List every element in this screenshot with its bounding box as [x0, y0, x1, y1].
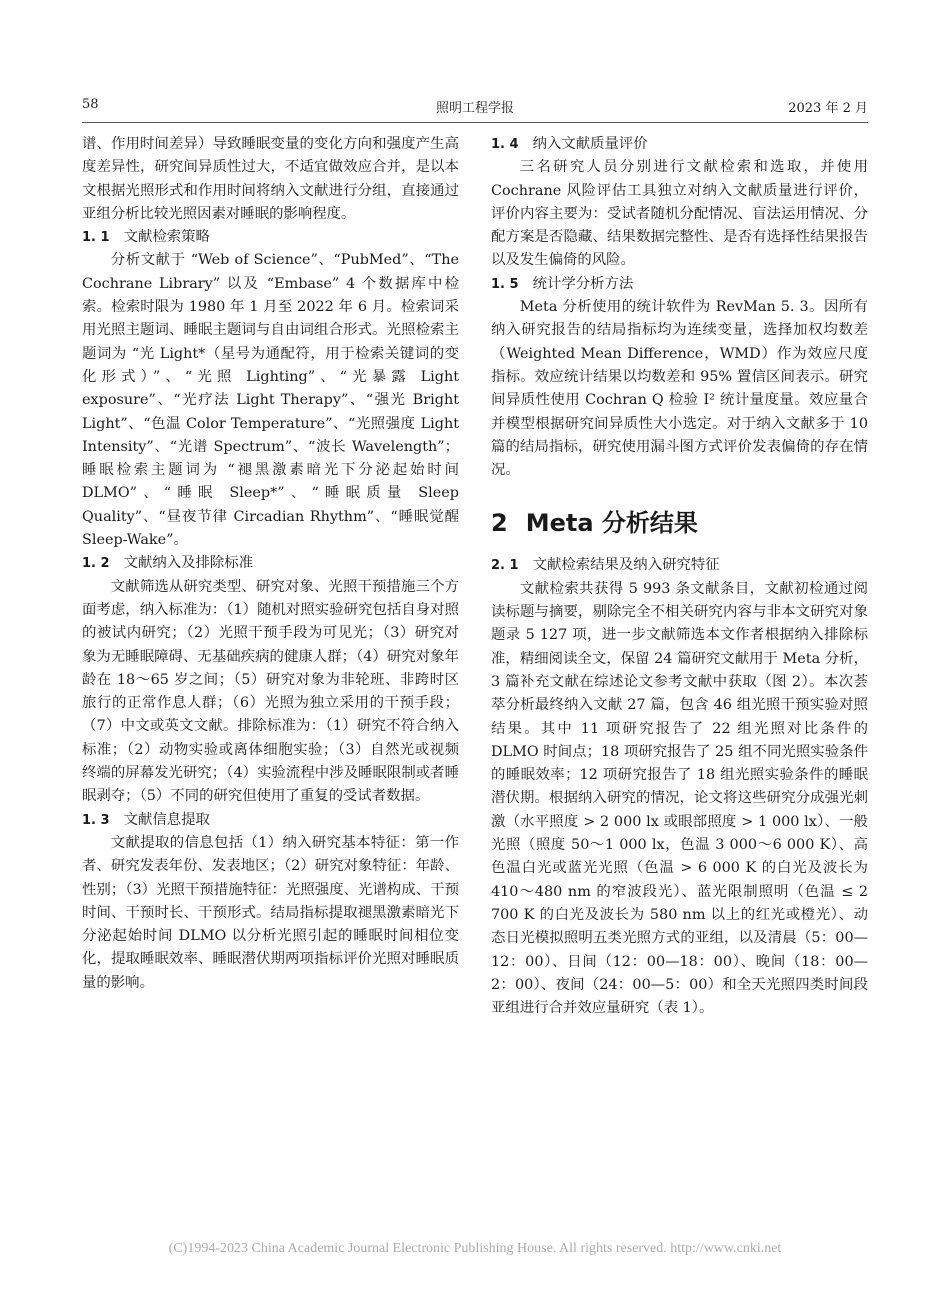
section-heading-1-3 — [82, 809, 459, 832]
section-heading-1-4 — [491, 133, 868, 156]
paragraph: 文献提取的信息包括（1）纳入研究基本特征：第一作者、研究发表年份、发表地区；（2）研究对象特征：年龄、性别；（3）光照干预措施特征：光照强度、光谱构成、干预时间、干预时长、干预形式。结局指标提取褪黑激素暗光下分泌起始时间 DLMO 以分析光照引起的睡眠时间相位变化，提取睡眠效率、睡眠潜伏期两项指标评价光照对睡眠质量的影响。 — [82, 834, 459, 991]
section-number: 2 — [491, 509, 508, 538]
section-title: 文献纳入及排除标准 — [123, 555, 254, 572]
copyright-footer: (C)1994-2023 China Academic Journal Electronic Publishing House. All rights reserved. http://www.cnki.net — [168, 1241, 782, 1256]
right-column — [491, 133, 868, 1020]
paragraph: 谱、作用时间差异）导致睡眠变量的变化方向和强度产生高度差异性，研究间异质性过大，不适宜做效应合并，是以本文根据光照形式和作用时间将纳入文献进行分组，直接通过亚组分析比较光照因素对睡眠的影响程度。 — [82, 136, 459, 222]
section-number: 1. 1 — [82, 230, 110, 246]
paragraph: Meta 分析使用的统计软件为 RevMan 5. 3。因所有纳入研究报告的结局指标均为连续变量，选择加权均数差（Weighted Mean Difference，WMD）作为效应尺度指标。效应统计结果以均数差和 95% 置信区间表示。研究间异质性使用 Cochran Q 检验 I² 统计量度量。效应量合并模型根据研究间异质性大小选定。对于纳入文献多于 10 篇的结局指标，研究使用漏斗图方式评价发表偏倚的存在情况。 — [491, 299, 868, 479]
section-heading-2 — [491, 506, 868, 540]
paragraph: 文献检索共获得 5 993 条文献条目，文献初检通过阅读标题与摘要，剔除完全不相关研究内容与非本文研究对象题录 5 127 项，进一步文献筛选本文作者根据纳入排除标准，精细阅读全文，保留 24 篇研究文献用于 Meta 分析，3 篇补充文献在综述论文参考文献中获取（图 2）。本次荟萃分析最终纳入文献 27 篇，包含 46 组光照干预实验对照结果。其中 11 项研究报告了 22 组光照对比条件的 DLMO 时间点；18 项研究报告了 25 组不同光照实验条件的睡眠效率；12 项研究报告了 18 组光照实验条件的睡眠潜伏期。根据纳入研究的情况，论文将这些研究分成强光刺激（水平照度 > 2 000 lx 或眼部照度 > 1 000 lx）、一般光照（照度 50～1 000 lx，色温 3 000～6 000 K）、高色温白光或蓝光光照（色温 > 6 000 K 的白光及波长为 410～480 nm 的窄波段光）、蓝光限制照明（色温 ≤ 2 700 K 的白光及波长为 580 nm 以上的红光或橙光）、动态日光模拟照明五类光照方式的亚组，以及清晨（5：00—12：00）、日间（12：00—18：00）、晚间（18：00—2：00）、夜间（24：00—5：00）和全天光照四类时间段亚组进行合并效应量研究（表 1）。 — [491, 580, 868, 1017]
section-title: Meta 分析结果 — [525, 509, 698, 538]
paragraph: 分析文献于 “Web of Science”、“PubMed”、“The Cochrane Library” 以及 “Embase” 4 个数据库中检索。检索时限为 1980 年 1 月至 2022 年 6 月。检索词采用光照主题词、睡眠主题词与自由词组合形式。光照检索主题词为 “光 Light*（星号为通配符，用于检索关键词的变化形式）”、“光照 Lighting”、“光暴露 Light exposure”、“光疗法 Light Therapy”、“强光 Bright Light”、“色温 Color Temperature”、“光照强度 Light Intensity”、“光谱 Spectrum”、“波长 Wavelength”；睡眠检索主题词为 “褪黑激素暗光下分泌起始时间 DLMO”、“睡眠 Sleep*”、“睡眠质量 Sleep Quality”、“昼夜节律 Circadian Rhythm”、“睡眠觉醒 Sleep-Wake”。 — [82, 252, 459, 549]
page-number: 58 — [82, 97, 99, 112]
section-number: 1. 3 — [82, 812, 110, 828]
section-heading-1-2 — [82, 552, 459, 575]
journal-title: 照明工程学报 — [435, 101, 514, 116]
section-number: 1. 4 — [491, 137, 519, 152]
section-heading-1-1 — [82, 226, 459, 249]
section-title: 统计学分析方法 — [532, 275, 634, 292]
section-number: 2. 1 — [491, 558, 519, 574]
section-title: 文献检索策略 — [123, 229, 210, 246]
section-number: 1. 5 — [491, 276, 519, 292]
paragraph: 文献筛选从研究类型、研究对象、光照干预措施三个方面考虑，纳入标准为：（1）随机对照实验研究包括自身对照的被试内研究；（2）光照干预手段为可见光；（3）研究对象为无睡眠障碍、无基础疾病的健康人群；（4）研究对象年龄在 18～65 岁之间；（5）研究对象为非轮班、非跨时区旅行的正常作息人群；（6）光照为独立采用的干预手段；（7）中文或英文文献。排除标准为：（1）研究不符合纳入标准；（2）动物实验或离体细胞实验；（3）自然光或视频终端的屏幕发光研究；（4）实验流程中涉及睡眠限制或者睡眠剥夺；（5）不同的研究但使用了重复的受试者数据。 — [82, 578, 459, 805]
header-rule — [82, 122, 868, 123]
left-column — [82, 133, 459, 995]
section-number: 1. 2 — [82, 556, 110, 572]
paragraph: 三名研究人员分别进行文献检索和选取，并使用 Cochrane 风险评估工具独立对纳入文献质量进行评价，评价内容主要为：受试者随机分配情况、盲法运用情况、分配方案是否隐藏、结果数据完整性、是否有选择性结果报告以及发生偏倚的风险。 — [491, 159, 868, 269]
section-title: 文献检索结果及纳入研究特征 — [532, 557, 720, 574]
issue-date: 2023 年 2 月 — [788, 101, 868, 116]
section-title: 文献信息提取 — [123, 811, 210, 828]
section-heading-1-5 — [491, 273, 868, 296]
section-title: 纳入文献质量评价 — [532, 136, 648, 152]
section-heading-2-1 — [491, 554, 868, 577]
